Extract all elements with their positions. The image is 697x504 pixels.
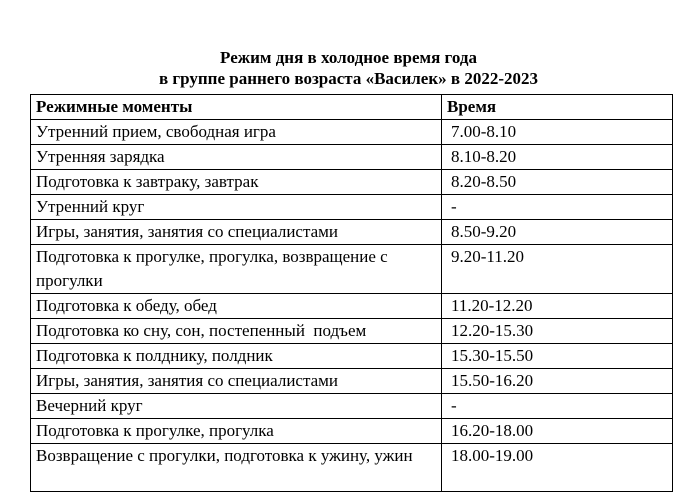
document-title <box>0 47 697 89</box>
table-row <box>31 120 673 145</box>
title-line-1: Режим дня в холодное время года <box>220 48 477 67</box>
table-row <box>31 419 673 444</box>
time-cell: - <box>442 394 673 419</box>
header-time: Время <box>442 95 673 120</box>
moment-cell: Подготовка к полднику, полдник <box>31 344 442 369</box>
table-row <box>31 220 673 245</box>
title-line-2: в группе раннего возраста «Василек» в 2022-2023 <box>158 69 538 88</box>
time-cell: 8.20-8.50 <box>442 170 673 195</box>
time-cell: 16.20-18.00 <box>442 419 673 444</box>
moment-cell: Утренний прием, свободная игра <box>31 120 442 145</box>
table-row <box>31 394 673 419</box>
time-cell: 18.00-19.00 <box>442 444 673 492</box>
table-row <box>31 145 673 170</box>
moment-cell: Утренний круг <box>31 195 442 220</box>
table-row <box>31 444 673 492</box>
moment-cell: Вечерний круг <box>31 394 442 419</box>
moment-cell: Возвращение с прогулки, подготовка к ужину, ужин <box>31 444 442 492</box>
time-cell: 15.50-16.20 <box>442 369 673 394</box>
moment-cell: Утренняя зарядка <box>31 145 442 170</box>
time-cell: 9.20-11.20 <box>442 245 673 294</box>
time-cell: 8.50-9.20 <box>442 220 673 245</box>
header-moments: Режимные моменты <box>31 95 442 120</box>
table-header-row <box>31 95 673 120</box>
time-cell: 12.20-15.30 <box>442 319 673 344</box>
time-cell: 7.00-8.10 <box>442 120 673 145</box>
time-cell: 15.30-15.50 <box>442 344 673 369</box>
moment-cell: Игры, занятия, занятия со специалистами <box>31 220 442 245</box>
time-cell: 8.10-8.20 <box>442 145 673 170</box>
table-row <box>31 319 673 344</box>
schedule-table <box>30 94 673 492</box>
table-row <box>31 294 673 319</box>
table-row <box>31 344 673 369</box>
table-row <box>31 369 673 394</box>
table-row <box>31 245 673 294</box>
table-row <box>31 170 673 195</box>
moment-cell: Подготовка к завтраку, завтрак <box>31 170 442 195</box>
moment-cell: Игры, занятия, занятия со специалистами <box>31 369 442 394</box>
moment-cell: Подготовка к обеду, обед <box>31 294 442 319</box>
table-row <box>31 195 673 220</box>
time-cell: 11.20-12.20 <box>442 294 673 319</box>
moment-cell: Подготовка к прогулке, прогулка <box>31 419 442 444</box>
time-cell: - <box>442 195 673 220</box>
moment-cell: Подготовка к прогулке, прогулка, возвращение с прогулки <box>31 245 442 294</box>
moment-cell: Подготовка ко сну, сон, постепенный подъем <box>31 319 442 344</box>
